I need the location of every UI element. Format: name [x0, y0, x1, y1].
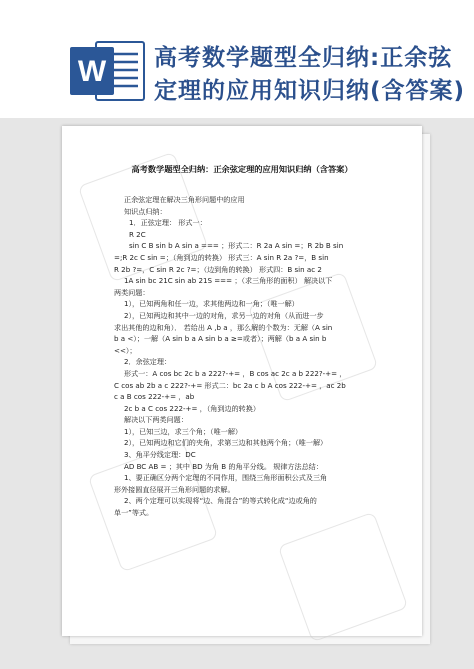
document-line: 1A sin bc 21C sin ab 21S === ；（求三角形的面积） 解决以下	[124, 276, 333, 286]
document-title: 高考数学题型全归纳：正余弦定理的应用知识归纳（含答案）	[131, 164, 353, 174]
document-body	[114, 194, 376, 519]
document-line: C cos ab 2b a c 222?-+= 形式二：bc 2a c b A cos 222-+= ，ac 2b	[114, 380, 346, 390]
document-page	[62, 126, 422, 636]
document-line: 1、要正确区分两个定理的不同作用，围绕三角形面积公式及三角	[124, 473, 328, 483]
page-title-line-2: 定理的应用知识归纳(含答案)	[154, 78, 466, 104]
page-title	[154, 42, 470, 108]
document-line: c a B cos 222-+= ，ab	[114, 392, 195, 402]
page-title-line-1: 高考数学题型全归纳:正余弦	[154, 45, 453, 71]
header	[0, 0, 474, 120]
document-line: 形外接圆直径展开三角形问题的求解。	[114, 484, 235, 494]
document-line: 1），已知两角和任一边，求其他两边和一角；（唯一解）	[124, 299, 299, 309]
document-line: 1．正弦定理： 形式一：	[129, 218, 207, 228]
document-line: 解决以下两类问题：	[124, 415, 188, 425]
document-line: AD BC AB = ；其中 BD 为角 B 的角平分线。 规律方法总结：	[124, 461, 323, 471]
watermark-tile	[278, 512, 409, 643]
document-line: sin C B sin b A sin a === ；形式二：R 2a A sin =；R 2b B sin	[129, 241, 344, 251]
document-line: 知识点归纳：	[124, 206, 167, 216]
document-line: 正余弦定理在解决三角形问题中的应用	[124, 195, 245, 204]
document-line: 2），已知两边和其中一边的对角，求另一边的对角（从而进一步	[124, 310, 324, 320]
document-line: 求出其他的边和角）． 若给出 A ,b a ，那么解的个数为：无解（A sin	[114, 322, 333, 332]
word-logo-letter: W	[77, 55, 107, 88]
document-line: R 2b ?=，C sin R 2c ?=；（边到角的转换） 形式四：B sin ac 2	[114, 264, 322, 274]
document-line: 两类问题：	[114, 287, 150, 297]
document-line: 1），已知三边，求三个角；（唯一解）	[124, 426, 243, 436]
document-line: =;R 2c C sin =；（角到边的转换） 形式三：A sin R 2a ?=，B sin	[114, 252, 329, 262]
document-line: 2），已知两边和它们的夹角，求第三边和其他两个角；（唯一解）	[124, 438, 328, 448]
word-icon	[70, 38, 146, 104]
document-line: R 2C	[129, 229, 146, 239]
document-line: 单一”等式。	[114, 508, 154, 518]
document-line: 2、两个定理可以实现将“边、角混合”的等式转化成“边或角的	[124, 496, 317, 506]
document-line: 2c b a C cos 222-+= ，（角到边的转换）	[124, 403, 260, 413]
document-line: 形式一：A cos bc 2c b a 222?-+= ，B cos ac 2c a b 222?-+= ，	[124, 368, 347, 378]
document-line: 3、角平分线定理：DC	[124, 450, 196, 460]
document-line: <<）；	[114, 345, 137, 355]
document-line: b a <）；一解（A sin b a A sin b a ≥=或者）；两解（b a A sin b	[114, 334, 327, 344]
document-line: 2．余弦定理：	[124, 357, 172, 367]
